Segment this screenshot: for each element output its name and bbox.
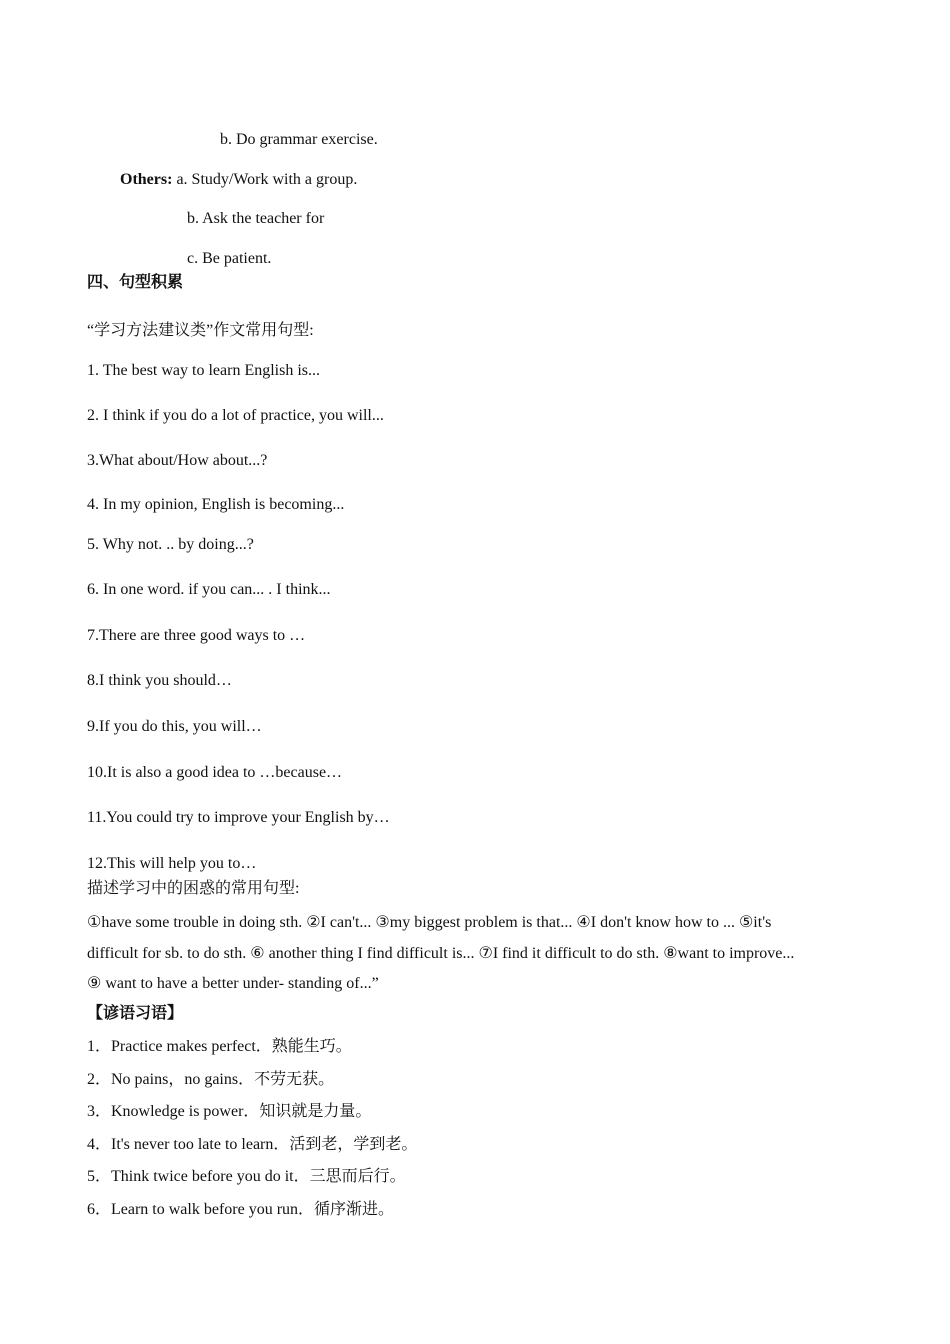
- others-a-text: a. Study/Work with a group.: [172, 171, 358, 188]
- confusion-line-3: ⑨ want to have a better under- standing of...”: [87, 975, 379, 992]
- sentence-item: 5. Why not. .. by doing...?: [87, 536, 254, 553]
- sentence-item: 7.There are three good ways to …: [87, 627, 306, 644]
- confusion-line-2: difficult for sb. to do sth. ⑥ another thing I find difficult is... ⑦I find it difficult to do sth. ⑧want to improve...: [87, 945, 795, 962]
- sentence-item: 11.You could try to improve your English by…: [87, 809, 390, 826]
- proverb-item: 5．Think twice before you do it．三思而后行。: [87, 1168, 406, 1185]
- sentence-item: 6. In one word. if you can... . I think...: [87, 581, 331, 598]
- sentence-item: 4. In my opinion, English is becoming...: [87, 496, 345, 513]
- confusion-heading: 描述学习中的困惑的常用句型:: [87, 880, 300, 897]
- proverbs-heading: 【谚语习语】: [87, 1005, 184, 1022]
- proverb-item: 2．No pains，no gains．不劳无获。: [87, 1071, 335, 1088]
- method-others-c: c. Be patient.: [187, 250, 272, 267]
- method-others-a: [120, 170, 357, 190]
- section-four-subheading: “学习方法建议类”作文常用句型:: [87, 322, 314, 339]
- proverb-item: 3．Knowledge is power．知识就是力量。: [87, 1103, 372, 1120]
- sentence-item: 10.It is also a good idea to …because…: [87, 764, 343, 781]
- others-label: Others:: [120, 171, 173, 188]
- sentence-item: 2. I think if you do a lot of practice, you will...: [87, 407, 384, 424]
- sentence-item: 8.I think you should…: [87, 672, 232, 689]
- proverb-item: 1．Practice makes perfect．熟能生巧。: [87, 1038, 352, 1055]
- sentence-item: 12.This will help you to…: [87, 855, 257, 872]
- sentence-item: 9.If you do this, you will…: [87, 718, 262, 735]
- confusion-line-1: ①have some trouble in doing sth. ②I can't... ③my biggest problem is that... ④I don't know how to ... ⑤it's: [87, 914, 772, 931]
- method-others-b: b. Ask the teacher for: [187, 210, 325, 227]
- sentence-item: 1. The best way to learn English is...: [87, 362, 320, 379]
- proverb-item: 6．Learn to walk before you run．循序渐进。: [87, 1201, 395, 1218]
- section-four-heading: 四、句型积累: [87, 274, 184, 291]
- sentence-item: 3.What about/How about...?: [87, 452, 268, 469]
- proverb-item: 4．It's never too late to learn．活到老，学到老。: [87, 1136, 418, 1153]
- method-grammar-b: b. Do grammar exercise.: [220, 131, 378, 148]
